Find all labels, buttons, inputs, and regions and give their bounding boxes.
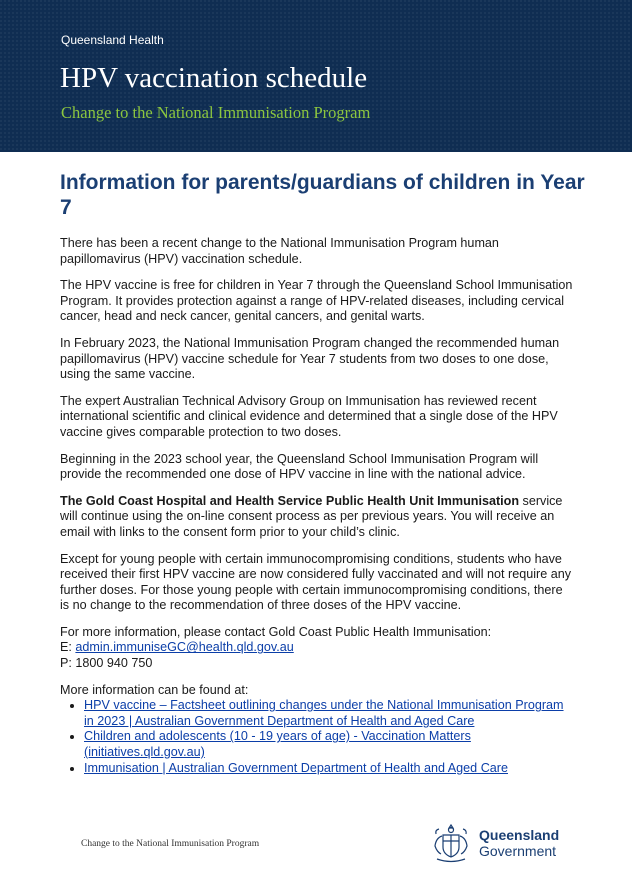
email-label: E: [60, 640, 76, 655]
main-content [60, 236, 575, 776]
paragraph-gold-coast [60, 494, 575, 541]
link-hpv-factsheet[interactable]: HPV vaccine – Factsheet outlining changes under the National Immunisation Program in 2023 | Australian Government Department of Health and Aged Care [84, 698, 564, 728]
document-subtitle: Change to the National Immunisation Program [61, 103, 371, 122]
list-item [84, 761, 575, 777]
org-name: Queensland Health [61, 33, 164, 47]
contact-phone: P: 1800 940 750 [60, 656, 153, 671]
logo-queensland: Queensland [479, 827, 560, 843]
more-info-list [60, 698, 575, 776]
link-vaccination-matters[interactable]: Children and adolescents (10 - 19 years of age) - Vaccination Matters (initiatives.qld.gov.au) [84, 729, 471, 760]
list-item [84, 729, 575, 760]
paragraph-atagi: The expert Australian Technical Advisory Group on Immunisation has reviewed recent international scientific and clinical evidence and determined that a single dose of the HPV vaccine gives comparable protection to two doses. [60, 393, 558, 439]
link-immunisation-dept[interactable]: Immunisation | Australian Government Department of Health and Aged Care [84, 760, 508, 775]
email-link[interactable]: admin.immuniseGC@health.qld.gov.au [75, 640, 294, 655]
paragraph-free-vaccine: The HPV vaccine is free for children in Year 7 through the Queensland School Immunisation Program. It provides protection against a range of HPV-related diseases, including cervical cancer, head and neck cancer, genital cancers, and genital warts. [60, 278, 573, 324]
list-item [84, 698, 575, 729]
paragraph-exceptions: Except for young people with certain immunocompromising conditions, students who have received their first HPV vaccine are now considered fully vaccinated and will not require any further doses. For those young people with certain immunocompromising conditions, there is no change to the recommendation of three doses of the HPV vaccine. [60, 551, 571, 613]
header-banner [0, 0, 632, 152]
more-info-intro: More information can be found at: [60, 682, 249, 697]
contact-email-line [60, 640, 575, 656]
paragraph-2023: Beginning in the 2023 school year, the Queensland School Immunisation Program will provide the recommended one dose of HPV vaccine in line with the national advice. [60, 451, 539, 482]
contact-intro: For more information, please contact Gold Coast Public Health Immunisation: [60, 624, 492, 639]
queensland-government-logo [431, 822, 571, 864]
footer-text: Change to the National Immunisation Program [81, 839, 260, 849]
page-heading: Information for parents/guardians of children in Year 7 [60, 171, 585, 219]
gold-coast-rest: service will continue using the on-line consent process as per previous years. You will receive an email with links to the consent form prior to your child’s clinic. [60, 493, 563, 539]
gold-coast-bold: The Gold Coast Hospital and Health Service Public Health Unit Immunisation [60, 493, 520, 508]
document-title: HPV vaccination schedule [60, 62, 368, 94]
contact-block [60, 625, 575, 672]
logo-government: Government [479, 843, 557, 859]
paragraph-schedule-change: In February 2023, the National Immunisation Program changed the recommended human papillomavirus (HPV) vaccine schedule for Year 7 students from two doses to one dose, using the same vaccine. [60, 335, 560, 382]
coat-of-arms-icon [431, 822, 471, 864]
paragraph-intro: There has been a recent change to the National Immunisation Program human papillomavirus (HPV) vaccination schedule. [60, 236, 499, 266]
